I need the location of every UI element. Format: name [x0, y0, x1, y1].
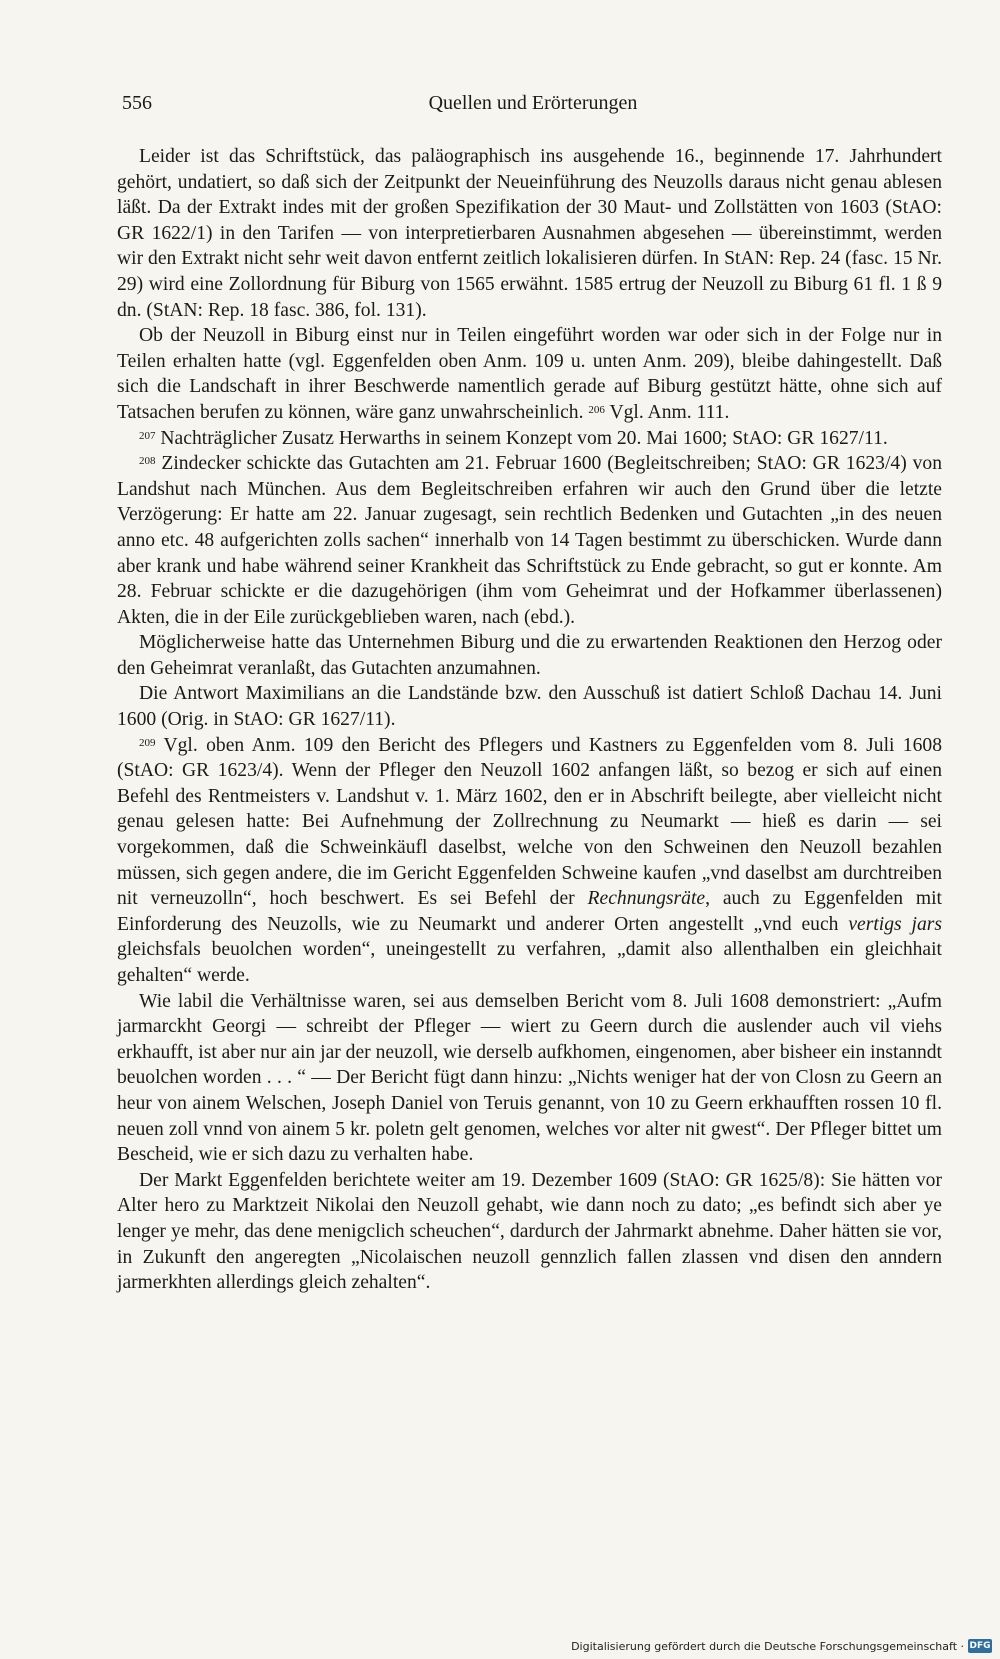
paragraph-antwort: Die Antwort Maximilians an die Landstände bzw. den Ausschuß ist datiert Schloß Dachau 14. Juni 1600 (Orig. in StAO: GR 1627/11).	[117, 683, 942, 731]
footer-text: Digitalisierung gefördert durch die Deutsche Forschungsgemeinschaft ·	[571, 1639, 964, 1653]
note-209-text-b: , auch zu Eggenfelden mit Einforderung des Neuzolls, wie zu Neumarkt und anderer Orten angestellt „vnd euch	[117, 888, 942, 935]
page-header	[122, 92, 944, 122]
note-209-text-c: gleichsfals beuolchen worden“, uneingestellt zu verfahren, „damit also allenthalben ein gleichhait gehalten“ werde.	[117, 939, 942, 986]
note-209-italic-vertigs-jars: vertigs jars	[848, 913, 943, 935]
paragraph-leider: Leider ist das Schriftstück, das paläographisch ins ausgehende 16., beginnende 17. Jahrhundert gehört, undatiert, so daß sich der Zeitpunkt der Neueinführung des Neuzolls daraus nicht genau ablesen läßt. Da der Extrakt indes mit der großen Spezifikation der 30 Maut- und Zollstätten von 1603 (StAO: GR 1622/1) in den Tarifen — von interpretierbaren Ausnahmen abgesehen — übereinstimmt, werden wir den Extrakt nicht sehr weit davon entfernt zeitlich lokalisieren dürfen. In StAN: Rep. 24 (fasc. 15 Nr. 29) wird eine Zollordnung für Biburg von 1565 erwähnt. 1585 ertrug der Neuzoll zu Biburg 61 fl. 1 ß 9 dn. (StAN: Rep. 18 fasc. 386, fol. 131).	[117, 146, 942, 321]
note-209-number: 209	[139, 736, 156, 749]
body-text	[117, 144, 942, 1296]
running-title: Quellen und Erörterungen	[428, 92, 638, 114]
note-207	[117, 426, 942, 452]
note-206	[588, 402, 729, 423]
note-209-italic-rechnungsraete: Rechnungsräte	[587, 888, 706, 910]
dfg-logo-icon: DFG	[969, 1641, 991, 1651]
note-208-text: Zindecker schickte das Gutachten am 21. Februar 1600 (Begleitschreiben; StAO: GR 1623/4) von Landshut nach München. Aus dem Begleitschreiben erfahren wir auch den Grund über die letzte Verzögerung: Er hatte am 22. Januar zugesagt, sein rechtlich Bedenken und Gutachten „in des neuen anno etc. 48 aufgerichten zolls sachen“ innerhalb von 14 Tagen bestimmt zu überschicken. Wurde dann aber krank und habe während seiner Krankheit das Schriftstück zu Ende gebracht, so gut er konnte. Am 28. Februar schickte er die dazugehörigen (ihm vom Geheimrat und der Hofkammer überlassenen) Akten, die in der Eile zurückgeblieben waren, nach (ebd.).	[117, 453, 942, 628]
paragraph-wie-labil: Wie labil die Verhältnisse waren, sei aus demselben Bericht vom 8. Juli 1608 demonstriert: „Aufm jarmarckht Georgi — schreibt der Pfleger — wiert zu Geern durch die auslender auch vil viehs erkhaufft, ist aber nur ain jar der neuzoll, wie derselb aufkhomen, eingenomen, aber bisheer ein instanndt beuolchen worden . . . “ — Der Bericht fügt dann hinzu: „Nichts weniger hat der von Closn zu Geern an heur von ainem Welschen, Joseph Daniel von Teruis genannt, von 10 zu Geern erkhaufften rossen 10 fl. neuen zoll vnnd von ainem 5 kr. poletn gelt genomen, welches vor alter nit gwest“. Der Pfleger bittet um Bescheid, wie er sich dazu zu verhalten habe.	[117, 990, 943, 1166]
note-209	[117, 733, 942, 989]
paragraph-markt-eggenfelden: Der Markt Eggenfelden berichtete weiter am 19. Dezember 1609 (StAO: GR 1625/8): Sie hätten vor Alter hero zu Marktzeit Nikolai den Neuzoll gehabt, wie dann noch zu dato; „es befindt sich aber ye lenger ye mehr, das dene menigclich scheuchen“, dardurch der Jahrmarkt abnehme. Daher hätten sie vor, in Zukunft den angeregten „Nicolaischen neuzoll gennzlich fallen zlassen vnd disen den anndern jarmerkhten allerdings gleich zehalten“.	[117, 1169, 942, 1294]
note-206-number: 206	[588, 403, 605, 416]
paragraph-ob-der-neuzoll	[117, 323, 942, 425]
note-207-number: 207	[139, 429, 156, 442]
note-208	[117, 451, 942, 630]
note-206-text: Vgl. Anm. 111.	[609, 401, 730, 423]
page-number: 556	[122, 92, 152, 114]
note-208-number: 208	[139, 455, 156, 468]
paragraph-moeglicherweise: Möglicherweise hatte das Unternehmen Biburg und die zu erwartenden Reaktionen den Herzog oder den Geheimrat veranlaßt, das Gutachten anzumahnen.	[117, 632, 942, 679]
note-207-text: Nachträglicher Zusatz Herwarths in seinem Konzept vom 20. Mai 1600; StAO: GR 1627/11.	[160, 427, 888, 449]
paragraph-ob-text: Ob der Neuzoll in Biburg einst nur in Teilen eingeführt worden war oder sich in der Folge nur in Teilen erhalten hatte (vgl. Eggenfelden oben Anm. 109 u. unten Anm. 209), bleibe dahingestellt. Daß sich die Landschaft in ihrer Beschwerde namentlich gerade auf Biburg gestützt hätte, ohne sich auf Tatsachen berufen zu können, wäre ganz unwahrscheinlich.	[117, 325, 942, 423]
note-209-text-a: Vgl. oben Anm. 109 den Bericht des Pflegers und Kastners zu Eggenfelden vom 8. Juli 1608 (StAO: GR 1623/4). Wenn der Pfleger den Neuzoll 1602 anfangen läßt, so bezog er sich auf einen Befehl des Rentmeisters v. Landshut v. 1. März 1602, den er in Abschrift beilegte, aber vielleicht nicht genau gelesen hatte: Bei Aufnehmung der Zollrechnung zu Neumarkt — hieß es darin — sei vorgekommen, daß die Schweinkäufl daselbst, welche von den Schweinen den Neuzoll bezahlen müssen, sich gegen andere, die im Gericht Eggenfelden Schweine kaufen „vnd daselbst am durchtreiben nit verneuzolln“, hoch beschwert. Es sei Befehl der	[117, 734, 942, 910]
digitization-footer	[571, 1637, 992, 1655]
